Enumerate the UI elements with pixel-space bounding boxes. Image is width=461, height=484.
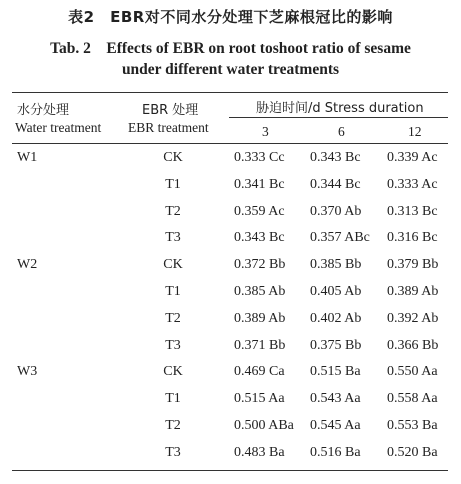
ratio-value-cell: 0.545 Aa: [310, 418, 361, 433]
header-ebr-cn: EBR 处理: [142, 103, 199, 118]
ratio-value-cell: 0.543 Aa: [310, 391, 361, 406]
ratio-value-cell: 0.515 Ba: [310, 364, 361, 379]
ratio-value-cell: 0.500 ABa: [234, 418, 294, 433]
table-title-chinese: 表2 EBR对不同水分处理下芝麻根冠比的影响: [68, 8, 393, 26]
ebr-treatment-label: CK: [163, 257, 183, 272]
ebr-treatment-label: T1: [165, 391, 181, 406]
ratio-value-cell: 0.316 Bc: [387, 230, 438, 245]
ratio-value-cell: 0.357 ABc: [310, 230, 370, 245]
ratio-value-cell: 0.379 Bb: [387, 257, 439, 272]
ebr-treatment-label: T3: [165, 230, 181, 245]
ebr-treatment-label: CK: [163, 150, 183, 165]
ratio-value-cell: 0.375 Bb: [310, 338, 362, 353]
ratio-value-cell: 0.385 Bb: [310, 257, 362, 272]
header-stress-duration: 胁迫时间/d Stress duration: [256, 101, 424, 116]
header-day-3: 3: [262, 124, 269, 139]
ratio-value-cell: 0.366 Bb: [387, 338, 439, 353]
table-title-english-line2: under different water treatments: [121, 61, 340, 78]
ebr-treatment-label: T2: [165, 418, 181, 433]
ratio-value-cell: 0.371 Bb: [234, 338, 286, 353]
ebr-treatment-label: T2: [165, 204, 181, 219]
header-ebr-en: EBR treatment: [128, 120, 209, 135]
water-treatment-label: W2: [17, 257, 38, 272]
header-water-en: Water treatment: [15, 120, 102, 135]
water-treatment-label: W1: [17, 150, 38, 165]
ratio-value-cell: 0.469 Ca: [234, 364, 285, 379]
ratio-value-cell: 0.385 Ab: [234, 284, 286, 299]
ebr-treatment-label: T3: [165, 338, 181, 353]
ratio-value-cell: 0.402 Ab: [310, 311, 362, 326]
header-water-cn: 水分处理: [17, 103, 70, 118]
ratio-value-cell: 0.558 Aa: [387, 391, 438, 406]
ebr-treatment-label: T1: [165, 284, 181, 299]
ratio-value-cell: 0.372 Bb: [234, 257, 286, 272]
ratio-value-cell: 0.516 Ba: [310, 445, 361, 460]
ratio-value-cell: 0.520 Ba: [387, 445, 438, 460]
ratio-value-cell: 0.341 Bc: [234, 177, 285, 192]
ratio-value-cell: 0.339 Ac: [387, 150, 438, 165]
ratio-value-cell: 0.344 Bc: [310, 177, 361, 192]
ratio-value-cell: 0.343 Bc: [234, 230, 285, 245]
bottom-rule: [12, 470, 448, 471]
ratio-value-cell: 0.550 Aa: [387, 364, 438, 379]
ratio-value-cell: 0.553 Ba: [387, 418, 438, 433]
water-treatment-label: W3: [17, 364, 38, 379]
table-title-english-line1: Tab. 2 Effects of EBR on root toshoot ratio of sesame: [50, 40, 411, 57]
ratio-value-cell: 0.405 Ab: [310, 284, 362, 299]
ratio-value-cell: 0.483 Ba: [234, 445, 285, 460]
ratio-value-cell: 0.515 Aa: [234, 391, 285, 406]
ebr-treatment-label: CK: [163, 364, 183, 379]
ebr-treatment-label: T3: [165, 445, 181, 460]
ratio-value-cell: 0.343 Bc: [310, 150, 361, 165]
ebr-treatment-label: T2: [165, 311, 181, 326]
ratio-value-cell: 0.389 Ab: [387, 284, 439, 299]
ratio-value-cell: 0.389 Ab: [234, 311, 286, 326]
top-rule: [12, 92, 448, 93]
ratio-value-cell: 0.359 Ac: [234, 204, 285, 219]
ratio-value-cell: 0.333 Cc: [234, 150, 285, 165]
ratio-value-cell: 0.333 Ac: [387, 177, 438, 192]
header-bottom-rule: [12, 143, 448, 144]
ratio-value-cell: 0.313 Bc: [387, 204, 438, 219]
header-day-12: 12: [408, 124, 422, 139]
ratio-value-cell: 0.370 Ab: [310, 204, 362, 219]
stress-subheader-rule: [229, 117, 448, 118]
ratio-value-cell: 0.392 Ab: [387, 311, 439, 326]
header-day-6: 6: [338, 124, 345, 139]
ebr-treatment-label: T1: [165, 177, 181, 192]
